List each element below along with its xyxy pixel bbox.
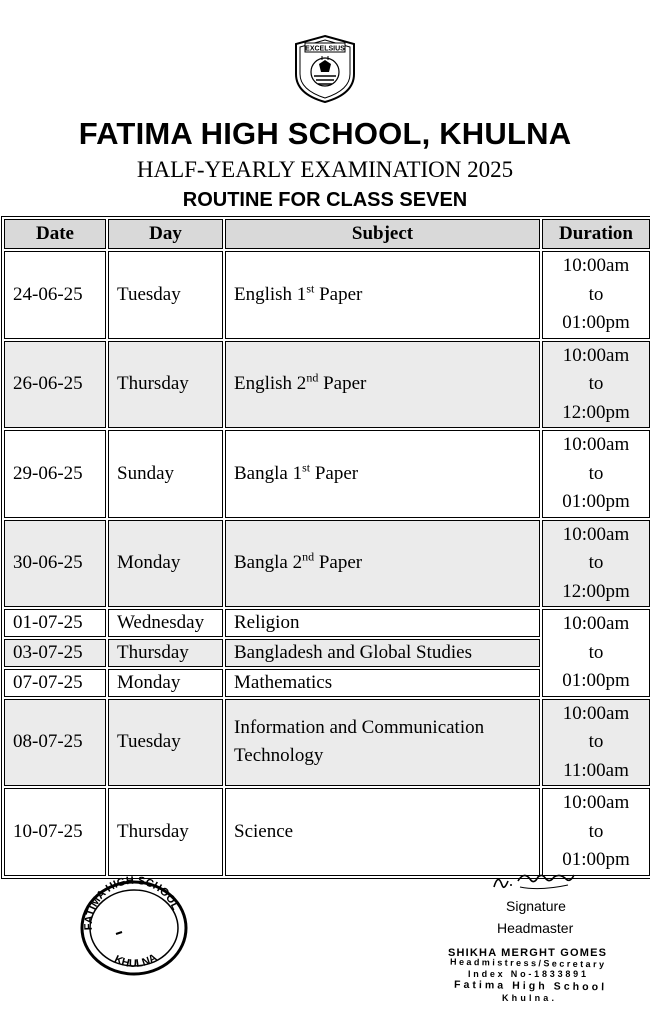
table-row xyxy=(4,788,650,876)
cell-date: 07-07-25 xyxy=(4,669,106,697)
cell-date: 24-06-25 xyxy=(4,251,106,339)
school-logo xyxy=(292,34,358,104)
cell-date: 10-07-25 xyxy=(4,788,106,876)
cell-date: 08-07-25 xyxy=(4,699,106,787)
routine-title: ROUTINE FOR CLASS SEVEN xyxy=(182,189,468,211)
school-name: FATIMA HIGH SCHOOL, KHULNA xyxy=(78,116,572,151)
handwritten-signature xyxy=(490,867,576,895)
table-row xyxy=(4,251,650,339)
cell-subject: Mathematics xyxy=(225,669,540,697)
cell-subject: Bangladesh and Global Studies xyxy=(225,639,540,667)
column-header-subject: Subject xyxy=(225,219,540,249)
table-header-row xyxy=(4,219,650,249)
cell-day: Thursday xyxy=(108,788,223,876)
exam-title: HALF-YEARLY EXAMINATION 2025 xyxy=(136,157,514,182)
cell-day: Wednesday xyxy=(108,609,223,637)
svg-text:Headmistress/Secretary: Headmistress/Secretary xyxy=(449,956,605,970)
svg-text:Index No-1833891: Index No-1833891 xyxy=(468,969,586,979)
cell-date: 29-06-25 xyxy=(4,430,106,518)
table-row xyxy=(4,699,650,787)
cell-duration: 10:00am to 12:00pm xyxy=(542,520,650,608)
cell-subject: Science xyxy=(225,788,540,876)
school-stamp xyxy=(76,874,192,978)
signature-label: Signature xyxy=(506,898,566,914)
column-header-day: Day xyxy=(108,219,223,249)
cell-subject: Bangla 1st Paper xyxy=(225,430,540,518)
svg-text:Khulna.: Khulna. xyxy=(502,993,554,1003)
cell-duration-group: 10:00am to 01:00pm xyxy=(542,609,650,697)
svg-text:Fatima High School: Fatima High School xyxy=(453,978,605,994)
cell-duration: 10:00am to 12:00pm xyxy=(542,341,650,429)
cell-date: 01-07-25 xyxy=(4,609,106,637)
column-header-duration: Duration xyxy=(542,219,650,249)
cell-day: Thursday xyxy=(108,639,223,667)
stamp-bottom-text: KHULNA xyxy=(112,951,160,971)
svg-text:SHIKHA MERGHT GOMES: SHIKHA MERGHT GOMES xyxy=(448,947,606,959)
cell-day: Sunday xyxy=(108,430,223,518)
svg-text:KHULNA xyxy=(112,952,159,970)
cell-subject: English 2nd Paper xyxy=(225,341,540,429)
column-header-date: Date xyxy=(4,219,106,249)
table-row xyxy=(4,341,650,429)
cell-duration: 10:00am to 11:00am xyxy=(542,699,650,787)
table-row xyxy=(4,520,650,608)
cell-date: 30-06-25 xyxy=(4,520,106,608)
table-row xyxy=(4,609,650,637)
cell-duration: 10:00am to 01:00pm xyxy=(542,788,650,876)
cell-subject: Bangla 2nd Paper xyxy=(225,520,540,608)
signature-role: Headmaster xyxy=(497,920,574,936)
cell-subject: Information and Communication Technology xyxy=(225,699,540,787)
cell-subject: English 1st Paper xyxy=(225,251,540,339)
cell-day: Monday xyxy=(108,520,223,608)
cell-date: 03-07-25 xyxy=(4,639,106,667)
cell-day: Monday xyxy=(108,669,223,697)
exam-routine-table xyxy=(1,216,650,879)
cell-day: Tuesday xyxy=(108,251,223,339)
cell-duration: 10:00am to 01:00pm xyxy=(542,430,650,518)
headmistress-seal xyxy=(446,945,610,1005)
cell-day: Tuesday xyxy=(108,699,223,787)
cell-day: Thursday xyxy=(108,341,223,429)
cell-subject: Religion xyxy=(225,609,540,637)
stamp-top-text: FATIMA HIGH SCHOOL xyxy=(82,874,182,931)
logo-text: EXCELSIUS xyxy=(305,45,345,53)
table-row xyxy=(4,430,650,518)
cell-date: 26-06-25 xyxy=(4,341,106,429)
cell-duration: 10:00am to 01:00pm xyxy=(542,251,650,339)
svg-text:FATIMA HIGH SCHOOL xyxy=(83,875,182,931)
